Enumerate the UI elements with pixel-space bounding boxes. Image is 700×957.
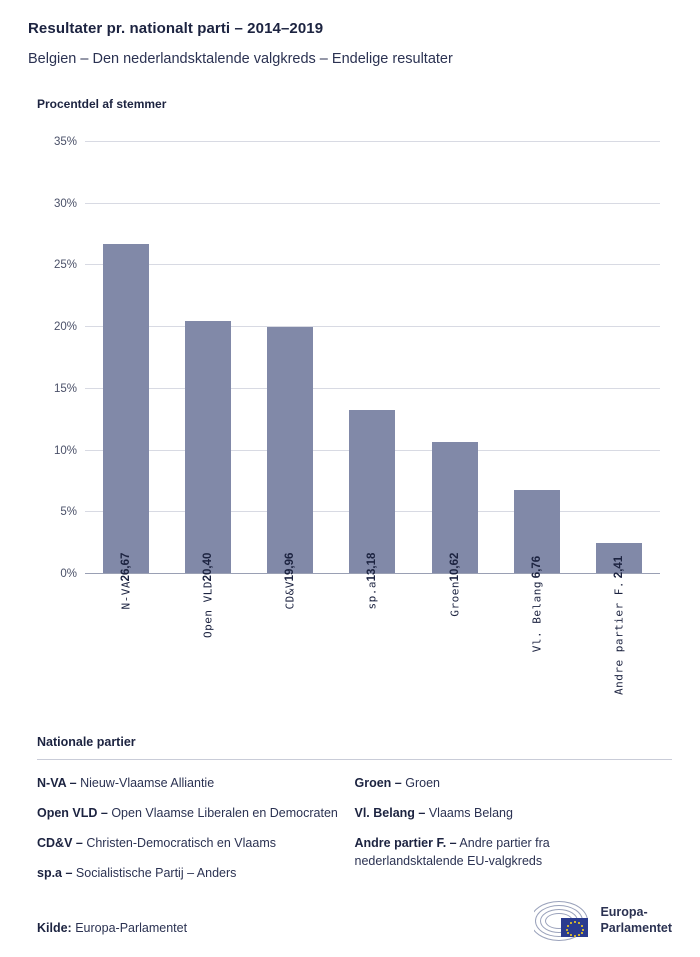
bar-slot-andre-partier — [578, 141, 660, 695]
list-item — [37, 804, 339, 822]
legend-name: Socialistische Partij – Anders — [75, 866, 237, 881]
bar-slot-n-va — [85, 141, 167, 610]
legend-divider — [37, 759, 672, 760]
bar-spa[interactable] — [349, 410, 395, 573]
list-item — [355, 774, 657, 792]
bar-group — [85, 141, 660, 695]
legend-abbr: Andre partier F. – — [354, 836, 457, 851]
legend-abbr: Open VLD – — [37, 806, 108, 821]
european-parliament-logo — [534, 899, 672, 943]
bar-slot-cdv — [249, 141, 331, 610]
bar-value-spa: 13,18 — [366, 552, 379, 582]
x-tick-label-n-va: N-VA — [119, 581, 133, 610]
y-tick-label-35: 35% — [53, 136, 77, 148]
legend-abbr: Vl. Belang – — [354, 806, 426, 821]
x-tick-label-cdv: CD&V — [283, 581, 297, 610]
x-tick-label-vl-belang: Vl. Belang — [530, 581, 544, 653]
bar-n-va[interactable] — [103, 244, 149, 573]
legend-abbr: N-VA – — [37, 776, 77, 790]
x-tick-label-spa: sp.a — [365, 581, 379, 610]
y-tick-label-5: 5% — [60, 506, 77, 519]
bar-value-open-vld: 20,40 — [202, 552, 215, 582]
legend — [28, 735, 672, 895]
legend-columns — [37, 774, 672, 895]
x-tick-label-andre-partier: Andre partier F. — [612, 581, 626, 695]
bar-cdv[interactable] — [267, 327, 313, 573]
eu-flag-icon — [561, 918, 588, 937]
y-axis-title: Procentdel af stemmer — [37, 97, 167, 111]
bar-chart — [28, 133, 672, 695]
logo-line-2: Parlamentet — [600, 921, 672, 935]
legend-name: Vlaams Belang — [428, 806, 513, 821]
legend-column-right — [355, 774, 673, 895]
logo-line-1: Europa- — [600, 905, 648, 920]
parliament-hemicycle-icon — [534, 899, 590, 943]
bar-value-andre-partier: 2,41 — [612, 555, 625, 579]
y-tick-label-10: 10% — [53, 444, 77, 457]
x-tick-label-groen: Groen — [448, 581, 462, 617]
logo-wordmark — [600, 905, 672, 936]
source-label: Kilde: — [37, 921, 72, 935]
bar-slot-vl-belang — [496, 141, 578, 653]
list-item — [355, 834, 657, 870]
y-tick-label-0: 0% — [60, 568, 77, 580]
list-item — [355, 804, 657, 822]
source-note — [37, 921, 187, 935]
x-tick-label-open-vld: Open VLD — [201, 581, 215, 638]
legend-name: Andre partier fra nederlandsktalende EU-valgkreds — [354, 836, 550, 869]
list-item — [37, 864, 339, 882]
legend-name: Nieuw-Vlaamse Alliantie — [80, 776, 215, 790]
y-tick-label-20: 20% — [53, 321, 77, 334]
y-tick-label-15: 15% — [53, 382, 77, 395]
plot-area — [53, 136, 660, 695]
legend-name: Open Vlaamse Liberalen en Democraten — [111, 806, 338, 821]
bar-slot-open-vld — [167, 141, 249, 638]
page-title: Resultater pr. nationalt parti – 2014–2019 — [28, 20, 324, 37]
bar-value-cdv: 19,96 — [284, 552, 297, 582]
page-subtitle: Belgien – Den nederlandsktalende valgkreds – Endelige resultater — [28, 51, 453, 67]
y-tick-label-25: 25% — [53, 259, 77, 272]
legend-title: Nationale partier — [37, 735, 136, 749]
legend-abbr: CD&V – — [37, 836, 83, 851]
list-item — [37, 834, 339, 852]
bar-value-n-va: 26,67 — [120, 552, 133, 582]
bar-value-vl-belang: 6,76 — [530, 555, 543, 579]
legend-name: Groen — [405, 776, 440, 790]
bar-slot-spa — [331, 141, 413, 610]
y-tick-label-30: 30% — [53, 197, 77, 210]
source-value: Europa-Parlamentet — [75, 921, 188, 935]
bar-value-groen: 10,62 — [448, 552, 461, 582]
legend-abbr: sp.a – — [37, 866, 73, 881]
legend-name: Christen-Democratisch en Vlaams — [86, 836, 276, 851]
legend-column-left — [37, 774, 355, 895]
bar-slot-groen — [414, 141, 496, 617]
list-item — [37, 774, 339, 792]
bar-open-vld[interactable] — [185, 321, 231, 573]
legend-abbr: Groen – — [354, 776, 402, 790]
